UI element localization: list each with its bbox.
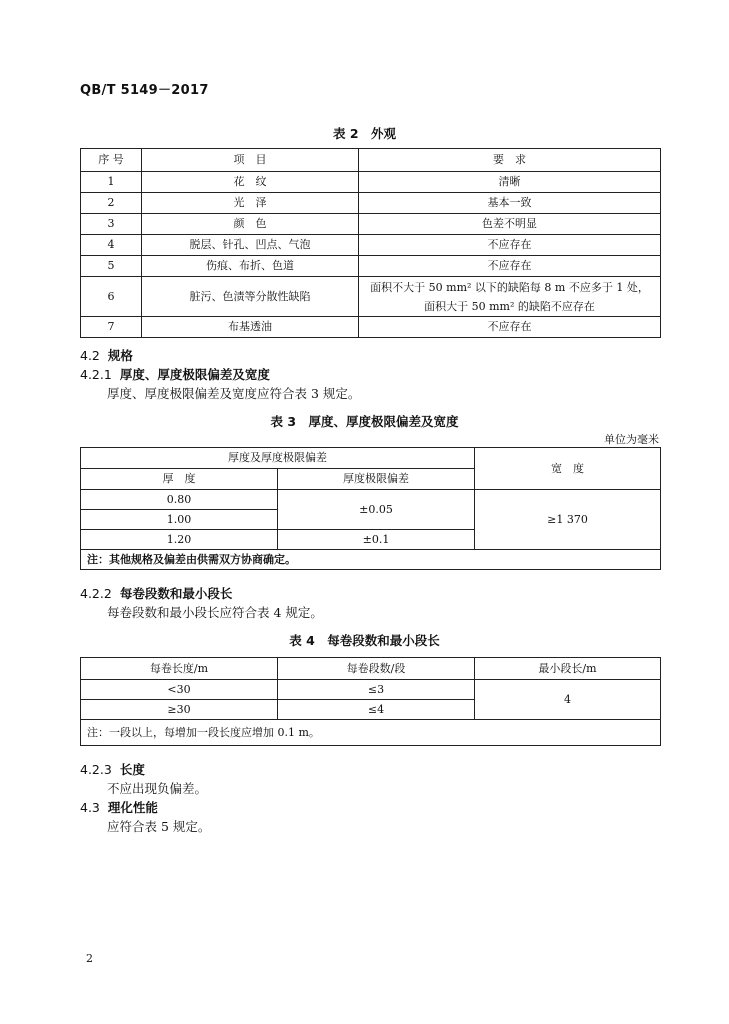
section-number: 4.3 [80, 800, 100, 815]
page-number: 2 [86, 952, 93, 965]
table4-note: 注：一段以上，每增加一段长度应增加 0.1 m。 [81, 720, 661, 746]
section-4-2-3-text: 不应出现负偏差。 [107, 781, 208, 796]
section-4-2-1-heading [80, 365, 270, 383]
cell-thickness: 1.20 [81, 530, 278, 550]
cell-no: 1 [81, 172, 142, 193]
section-title: 理化性能 [107, 800, 158, 815]
table-row [81, 490, 661, 510]
cell-item: 脱层、针孔、凹点、气泡 [142, 235, 359, 256]
table2-header-no: 序 号 [81, 149, 142, 172]
cell-item: 布基透油 [142, 317, 359, 338]
table3 [80, 447, 661, 570]
cell-no: 4 [81, 235, 142, 256]
req-line-2: 面积大于 50 mm² 的缺陷不应存在 [424, 299, 595, 313]
cell-width: ≥1 370 [475, 490, 661, 550]
table-row [81, 214, 661, 235]
table3-header-width: 宽 度 [475, 448, 661, 490]
cell-req: 色差不明显 [359, 214, 661, 235]
section-4-2-3-heading [80, 760, 145, 778]
table4-header-segments: 每卷段数/段 [278, 658, 475, 680]
cell-no: 7 [81, 317, 142, 338]
section-title: 长度 [119, 762, 145, 777]
standard-code: QB/T 5149－2017 [80, 83, 209, 98]
table-row [81, 277, 661, 317]
cell-item: 颜 色 [142, 214, 359, 235]
req-line-1: 面积不大于 50 mm² 以下的缺陷每 8 m 不应多于 1 处， [370, 280, 649, 294]
cell-deviation: ±0.1 [278, 530, 475, 550]
section-4-3-text: 应符合表 5 规定。 [107, 819, 211, 834]
table-row [81, 680, 661, 700]
section-number: 4.2 [80, 348, 100, 363]
table-row [81, 235, 661, 256]
table2-header-item: 项 目 [142, 149, 359, 172]
section-number: 4.2.3 [80, 762, 112, 777]
cell-item: 光 泽 [142, 193, 359, 214]
table4-caption: 表 4 每卷段数和最小段长 [289, 633, 440, 648]
table3-unit: 单位为毫米 [604, 433, 659, 446]
section-4-3-heading [80, 798, 158, 816]
cell-segments: ≤4 [278, 700, 475, 720]
cell-item: 脏污、色渍等分散性缺陷 [142, 277, 359, 317]
cell-thickness: 0.80 [81, 490, 278, 510]
section-title: 规格 [107, 348, 133, 363]
cell-req: 不应存在 [359, 256, 661, 277]
cell-req: 基本一致 [359, 193, 661, 214]
table3-header-thickness: 厚 度 [81, 469, 278, 490]
cell-deviation: ±0.05 [278, 490, 475, 530]
cell-length: <30 [81, 680, 278, 700]
cell-no: 6 [81, 277, 142, 317]
table2-caption: 表 2 外观 [332, 126, 397, 141]
section-4-2-heading [80, 346, 133, 364]
section-4-2-2-text: 每卷段数和最小段长应符合表 4 规定。 [107, 605, 323, 620]
cell-no: 3 [81, 214, 142, 235]
table-row [81, 172, 661, 193]
table3-group-header: 厚度及厚度极限偏差 [81, 448, 475, 469]
cell-length: ≥30 [81, 700, 278, 720]
table3-header-deviation: 厚度极限偏差 [278, 469, 475, 490]
table3-note: 注：其他规格及偏差由供需双方协商确定。 [81, 550, 661, 570]
table2-header-req: 要 求 [359, 149, 661, 172]
table-row [81, 256, 661, 277]
cell-no: 5 [81, 256, 142, 277]
section-number: 4.2.1 [80, 367, 112, 382]
table4-header-length: 每卷长度/m [81, 658, 278, 680]
cell-req-multiline [359, 277, 661, 317]
cell-segments: ≤3 [278, 680, 475, 700]
table-row [81, 317, 661, 338]
cell-req: 不应存在 [359, 235, 661, 256]
table2 [80, 148, 661, 338]
section-number: 4.2.2 [80, 586, 112, 601]
table3-caption: 表 3 厚度、厚度极限偏差及宽度 [270, 414, 459, 429]
cell-item: 伤痕、布折、色道 [142, 256, 359, 277]
cell-no: 2 [81, 193, 142, 214]
table-row [81, 193, 661, 214]
cell-item: 花 纹 [142, 172, 359, 193]
section-title: 每卷段数和最小段长 [119, 586, 233, 601]
table4 [80, 657, 661, 746]
cell-req: 清晰 [359, 172, 661, 193]
section-title: 厚度、厚度极限偏差及宽度 [119, 367, 270, 382]
section-4-2-1-text: 厚度、厚度极限偏差及宽度应符合表 3 规定。 [107, 386, 361, 401]
cell-thickness: 1.00 [81, 510, 278, 530]
cell-min-length: 4 [475, 680, 661, 720]
table4-header-min-length: 最小段长/m [475, 658, 661, 680]
section-4-2-2-heading [80, 584, 232, 602]
cell-req: 不应存在 [359, 317, 661, 338]
